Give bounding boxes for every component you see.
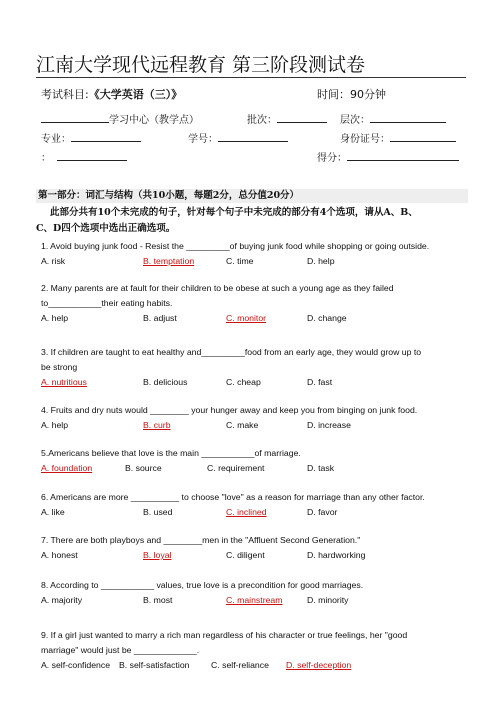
- question-4-option-d[interactable]: D. increase: [307, 420, 351, 430]
- question-2-text: to___________their eating habits.: [41, 298, 173, 308]
- question-7-option-b-answer[interactable]: B. loyal: [143, 550, 172, 560]
- question-2-options: [41, 313, 463, 325]
- section-intro-line1: 此部分共有10个未完成的句子，针对每个句子中未完成的部分有4个选项，请从A、B、: [50, 207, 418, 218]
- question-5-option-c[interactable]: C. requirement: [207, 463, 265, 473]
- question-4-option-a[interactable]: A. help: [41, 420, 69, 430]
- question-8-text: 8. According to ___________ values, true love is a precondition for good marriages.: [41, 580, 364, 590]
- question-3-option-b[interactable]: B. delicious: [143, 377, 188, 387]
- question-8-option-a[interactable]: A. majority: [41, 595, 83, 605]
- question-2-option-a[interactable]: A. help: [41, 313, 69, 323]
- level-field[interactable]: [370, 112, 446, 123]
- question-1-options: [41, 256, 463, 268]
- question-9-option-c[interactable]: C. self-reliance: [211, 660, 269, 670]
- question-9-text: marriage" would just be _____________.: [41, 645, 200, 655]
- major-field[interactable]: [71, 131, 141, 142]
- question-7-text: 7. There are both playboys and ________men in the "Affluent Second Generation.": [41, 535, 361, 545]
- question-8-options: [41, 595, 463, 607]
- score-row: [317, 149, 459, 164]
- question-5-text: 5.Americans believe that love is the main ___________of marriage.: [41, 448, 301, 458]
- id-no-label: 身份证号：: [340, 134, 390, 145]
- name-colon: ：: [41, 153, 51, 164]
- question-7-option-a[interactable]: A. honest: [41, 550, 78, 560]
- major-label: 专业：: [41, 134, 71, 145]
- name-field[interactable]: [57, 150, 127, 161]
- question-4-options: [41, 420, 463, 432]
- question-8-option-b[interactable]: B. most: [143, 595, 173, 605]
- score-field[interactable]: [347, 150, 459, 161]
- question-7-option-c[interactable]: C. diligent: [226, 550, 265, 560]
- question-3-option-a-answer[interactable]: A. nutritious: [41, 377, 87, 387]
- section-intro-line2: C、D四个选项中选出正确选项。: [36, 223, 176, 234]
- page-title: 江南大学现代远程教育 第三阶段测试卷: [36, 54, 366, 76]
- question-7-options: [41, 550, 463, 562]
- question-9-option-d-answer[interactable]: D. self-deception: [286, 660, 352, 670]
- question-3-option-c[interactable]: C. cheap: [226, 377, 261, 387]
- question-1-option-d[interactable]: D. help: [307, 256, 335, 266]
- student-no-row: [188, 130, 288, 145]
- question-2-text: 2. Many parents are at fault for their children to be obese at such a young age as they failed: [41, 283, 394, 293]
- question-2-option-b[interactable]: B. adjust: [143, 313, 177, 323]
- question-5-option-d[interactable]: D. task: [307, 463, 335, 473]
- question-1-option-c[interactable]: C. time: [226, 256, 254, 266]
- major-row: [41, 130, 141, 145]
- question-9-options: [41, 660, 463, 672]
- student-no-field[interactable]: [218, 131, 288, 142]
- question-6-option-c-answer[interactable]: C. inclined: [226, 507, 267, 517]
- question-8-option-d[interactable]: D. minority: [307, 595, 349, 605]
- name-row: [41, 149, 127, 164]
- question-2-option-c-answer[interactable]: C. monitor: [226, 313, 267, 323]
- level-row: [340, 111, 446, 126]
- question-6-option-d[interactable]: D. favor: [307, 507, 338, 517]
- student-no-label: 学号：: [188, 134, 218, 145]
- question-1-option-b-answer[interactable]: B. temptation: [143, 256, 195, 266]
- title-divider: [36, 77, 466, 78]
- question-9-text: 9. If a girl just wanted to marry a rich man regardless of his character or true feelings, her "good: [41, 630, 408, 640]
- question-9-option-a[interactable]: A. self-confidence: [41, 660, 111, 670]
- question-1-option-a[interactable]: A. risk: [41, 256, 66, 266]
- question-5-options: [41, 463, 463, 475]
- batch-row: [247, 111, 327, 126]
- question-3-text: 3. If children are taught to eat healthy and_________food from an early age, they would grow up to: [41, 347, 422, 357]
- question-9-option-b[interactable]: B. self-satisfaction: [119, 660, 190, 670]
- question-6-options: [41, 507, 463, 519]
- section-heading: 第一部分：词汇与结构（共10小题，每题2分，总分值20分）: [36, 189, 468, 203]
- subject-prefix: 考试科目:: [41, 88, 89, 101]
- question-8-option-c-answer[interactable]: C. mainstream: [226, 595, 283, 605]
- question-7-option-d[interactable]: D. hardworking: [307, 550, 366, 560]
- subject-line: [41, 86, 182, 102]
- learning-center-label: 学习中心（教学点）: [109, 115, 199, 126]
- question-4-option-b-answer[interactable]: B. curb: [143, 420, 171, 430]
- question-6-option-a[interactable]: A. like: [41, 507, 65, 517]
- question-5-option-a-answer[interactable]: A. foundation: [41, 463, 93, 473]
- question-6-option-b[interactable]: B. used: [143, 507, 173, 517]
- question-5-option-b[interactable]: B. source: [125, 463, 162, 473]
- id-no-row: [340, 130, 456, 145]
- learning-center-row: [41, 111, 199, 126]
- question-3-options: [41, 377, 463, 389]
- subject-name: 《大学英语（三）》: [88, 88, 183, 101]
- question-3-text: be strong: [41, 362, 78, 372]
- score-label: 得分：: [317, 153, 347, 164]
- exam-time: 时间：90分钟: [317, 88, 386, 101]
- question-1-text: 1. Avoid buying junk food - Resist the _________of buying junk food while shopping or going outside.: [41, 241, 430, 251]
- batch-label: 批次：: [247, 115, 277, 126]
- level-label: 层次：: [340, 115, 370, 126]
- question-4-option-c[interactable]: C. make: [226, 420, 259, 430]
- question-2-option-d[interactable]: D. change: [307, 313, 347, 323]
- question-4-text: 4. Fruits and dry nuts would ________ your hunger away and keep you from binging on junk food.: [41, 405, 418, 415]
- learning-center-field[interactable]: [41, 112, 109, 123]
- question-3-option-d[interactable]: D. fast: [307, 377, 333, 387]
- batch-field[interactable]: [277, 112, 327, 123]
- id-no-field[interactable]: [390, 131, 456, 142]
- question-6-text: 6. Americans are more __________ to choose "love" as a reason for marriage than any other factor.: [41, 492, 425, 502]
